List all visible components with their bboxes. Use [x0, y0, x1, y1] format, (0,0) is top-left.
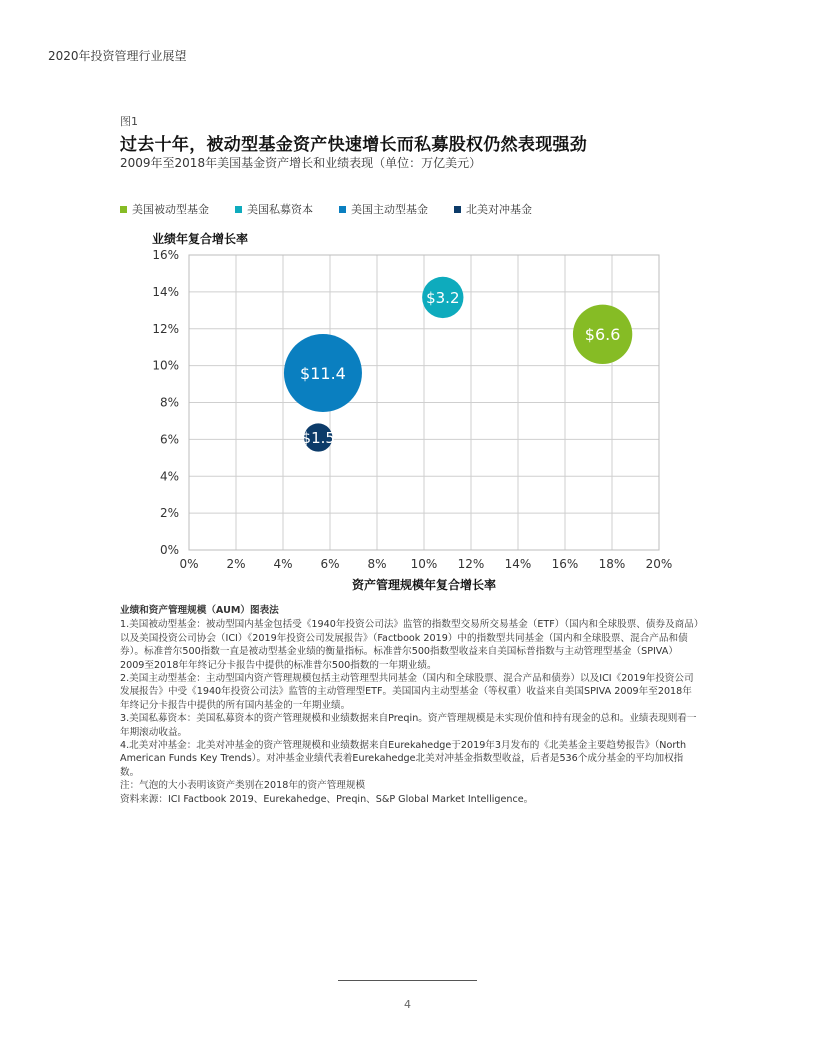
x-tick-label: 14% — [504, 557, 532, 571]
x-tick-label: 10% — [410, 557, 438, 571]
y-tick-label: 12% — [152, 321, 179, 336]
x-tick-label: 0% — [179, 557, 199, 571]
note-item-3: 3.美国私募资本：美国私募资本的资产管理规模和业绩数据来自Preqin。资产管理规模是未实现价值和持有现金的总和。业绩表现则看一年期滚动收益。 — [120, 713, 697, 738]
legend-label: 美国主动型基金 — [351, 203, 428, 216]
bubble-data-label: $6.6 — [584, 325, 621, 345]
legend-label: 美国被动型基金 — [132, 203, 209, 216]
x-tick-label: 4% — [273, 557, 293, 571]
x-tick-label: 12% — [457, 557, 485, 571]
figure-label: 图1 — [120, 115, 138, 128]
note-item-4: 4.北美对冲基金：北美对冲基金的资产管理规模和业绩数据来自Eurekahedge于2019年3月发布的《北美基金主要趋势报告》（North American Funds Key Trends）。对冲基金业绩代表着Eurekahedge北美对冲基金指数型收益，后者是536个成分基金的平均加权指数。 — [120, 740, 687, 778]
x-tick-label: 16% — [551, 557, 579, 571]
bubble-data-label: $11.4 — [300, 363, 346, 383]
bubble-data-label: $3.2 — [426, 288, 460, 307]
y-tick-label: 8% — [159, 395, 179, 410]
y-tick-label: 6% — [159, 432, 179, 447]
x-tick-label: 8% — [367, 557, 387, 571]
notes-remark: 注：气泡的大小表明该资产类别在2018年的资产管理规模 — [120, 780, 366, 792]
figure-subtitle: 2009年至2018年美国基金资产增长和业绩表现（单位：万亿美元） — [120, 156, 482, 170]
y-tick-label: 2% — [159, 506, 179, 521]
notes-source: 资料来源：ICI Factbook 2019、Eurekahedge、Preqin、S&P Global Market Intelligence。 — [120, 793, 534, 805]
y-tick-label: 16% — [152, 248, 179, 262]
y-tick-label: 10% — [152, 358, 179, 373]
bubble-data-label: $1.5 — [301, 428, 335, 447]
note-item-2: 2.美国主动型基金：主动型国内资产管理规模包括主动管理型共同基金（国内和全球股票、混合产品和债券）以及ICI《2019年投资公司发展报告》中受《1940年投资公司法》监管的主动管理型ETF。美国国内主动型基金（等权重）收益来自美国SPIVA 2009年至2018年年终记分卡报告中提供的所有国内基金的一年期业绩。 — [120, 673, 694, 711]
x-axis-title: 资产管理规模年复合增长率 — [351, 578, 497, 592]
note-item-1: 1.美国被动型基金：被动型国内基金包括受《1940年投资公司法》监管的指数型交易所交易基金（ETF）（国内和全球股票、债券及商品）以及美国投资公司协会（ICI）《2019年投资公司发展报告》（Factbook 2019）中的指数型共同基金（国内和全球股票、混合产品和债券）。标准普尔500指数一直是被动型基金业绩的衡量指标。标准普尔500指数型收益来自美国标普指数与主动管理型基金（SPIVA）2009至2018年年终记分卡报告中提供的标准普尔500指数的一年期业绩。 — [120, 619, 699, 671]
y-tick-label: 0% — [159, 543, 179, 557]
page-number: 4 — [404, 998, 411, 1011]
y-tick-label: 4% — [159, 469, 179, 484]
document-header: 2020年投资管理行业展望 — [48, 49, 187, 63]
notes-heading: 业绩和资产管理规模（AUM）图表法 — [120, 605, 279, 616]
y-axis-title: 业绩年复合增长率 — [152, 232, 249, 246]
x-tick-label: 6% — [320, 557, 340, 571]
footer-divider — [338, 980, 477, 981]
legend-label: 美国私募资本 — [247, 203, 313, 216]
x-tick-label: 2% — [226, 557, 246, 571]
x-tick-label: 18% — [598, 557, 626, 571]
x-tick-label: 20% — [645, 557, 673, 571]
figure-title: 过去十年，被动型基金资产快速增长而私募股权仍然表现强劲 — [120, 135, 588, 155]
legend-label: 北美对冲基金 — [466, 203, 532, 216]
chart-notes — [120, 604, 700, 806]
y-tick-label: 14% — [152, 284, 179, 299]
